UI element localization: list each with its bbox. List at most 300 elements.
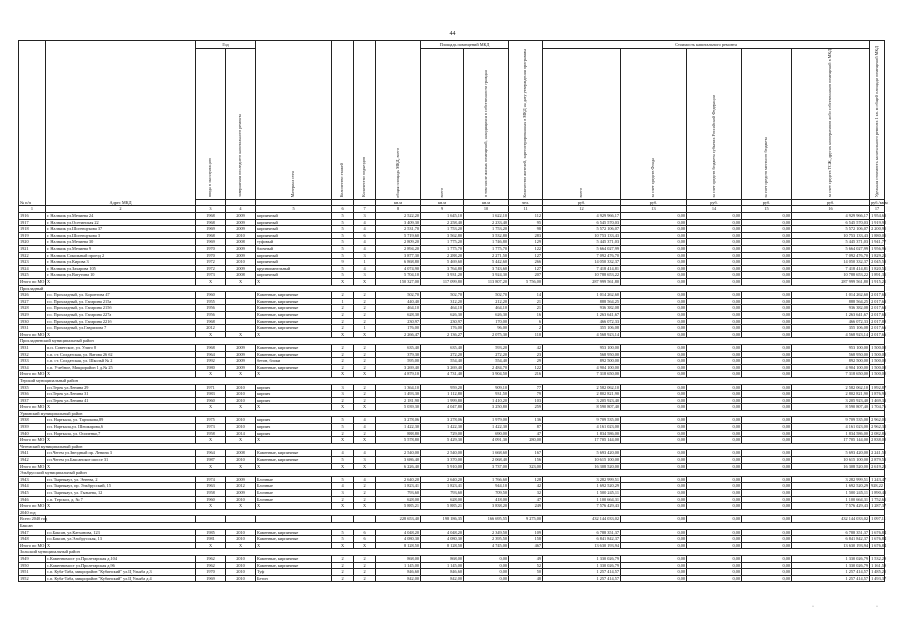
table-cell: 0,00 [687, 239, 742, 246]
header-cost-local: за счет средств местного бюджета [742, 49, 792, 200]
table-cell: 0,00 [742, 311, 792, 318]
table-cell: 2 [354, 562, 376, 569]
table-cell: X [196, 371, 226, 378]
table-cell: 2 [354, 569, 376, 576]
table-cell: 5 719,60 [376, 232, 421, 239]
table-cell: 1968 [196, 318, 226, 325]
section-row [19, 443, 885, 450]
table-cell: 5 [332, 272, 354, 279]
table-cell: 0,00 [742, 272, 792, 279]
table-cell: 2009 [226, 476, 256, 483]
table-cell: 2 [332, 292, 354, 299]
table-cell: 4 731,40 [421, 371, 464, 378]
table-cell: 5 693 420,00 [792, 450, 870, 457]
table-cell: Блочные [256, 496, 332, 503]
table-cell: крупнопанельный [256, 265, 332, 272]
table-cell: с.п. Куба-Таба, микрорайон "Кубинский" ул.Ц Ульяба д.4 [46, 575, 196, 582]
table-cell: X [196, 503, 226, 510]
table-cell: 1983 [196, 391, 226, 398]
table-cell: 176,00 [421, 325, 464, 332]
table-cell: 3 282 999,51 [792, 476, 870, 483]
table-cell: 6 545 570,03 [792, 219, 870, 226]
table-cell: г. Нальчик Сокольный проезд 2 [46, 252, 196, 259]
table-cell: 0,00 [742, 232, 792, 239]
table-cell: 0,00 [742, 384, 792, 391]
table-cell: 0,00 [742, 503, 792, 510]
table-cell: 0,00 [742, 424, 792, 431]
table-row [19, 483, 885, 490]
table-cell: 7 576 429,43 [792, 503, 870, 510]
table-cell: 0,00 [687, 503, 742, 510]
table-cell: 3 562,80 [421, 232, 464, 239]
table-cell: X [332, 542, 354, 549]
table-cell: 1946 [19, 496, 46, 503]
table-cell: с.Каменномост ул.Пролетарская д.104 [46, 555, 196, 562]
table-cell: 3 904,50 [464, 371, 509, 378]
table-cell: г.о. Прохладный, ул. Гагарина 215б [46, 305, 196, 312]
table-cell: X [256, 437, 332, 444]
table-cell: 0,00 [742, 252, 792, 259]
table-cell: 1944 [19, 483, 46, 490]
table-cell: 1 876,93 [871, 391, 887, 397]
table-cell: 128 [509, 476, 543, 483]
unit-area-private: кв.м [464, 199, 509, 206]
table-cell: 1938 [19, 417, 46, 424]
table-cell: 0,00 [621, 555, 687, 562]
table-cell: 928,22 [871, 483, 883, 489]
table-cell: 2 075,30 [464, 331, 509, 338]
table-cell: 1 100 664,31 [543, 496, 621, 503]
table-cell: 2 [354, 555, 376, 562]
table-cell: 129 [509, 239, 543, 246]
table-cell: 2 [354, 364, 376, 371]
header-area-group: Площадь помещений МКД [421, 41, 509, 49]
table-cell: кирпич [256, 384, 332, 391]
table-cell: 1969 [196, 226, 226, 233]
table-cell: 1 829,21 [871, 252, 887, 258]
table-cell: 1975 [196, 417, 226, 424]
table-cell: Каменные, кирпичные [256, 325, 332, 332]
table-cell: 2010 [226, 457, 256, 464]
table-cell: 9 275,00 [509, 516, 543, 523]
table-cell: 17 705 144,00 [792, 437, 870, 444]
table-cell: 502,70 [376, 292, 421, 299]
table-cell: 2012 [226, 483, 256, 490]
table-cell: 2 017,63 [871, 311, 887, 317]
table-cell: г.п. Тырныауз, ул. Гызыева, 12 [46, 490, 196, 497]
table-row [19, 397, 885, 404]
table-cell: 1923 [19, 259, 46, 266]
header-cost-group: Стоимость капитального ремонта [543, 41, 870, 49]
table-cell: 1917 [19, 219, 46, 226]
table-cell: 0,00 [621, 562, 687, 569]
table-cell: 0,00 [742, 239, 792, 246]
table-cell: 23 [509, 351, 543, 358]
table-cell: 3 931,20 [421, 272, 464, 279]
header-unit-cost: Удельная стоимость капитального ремонта 1 кв. м общей площади помещений МКД [870, 41, 885, 200]
table-cell: 1 500,00 [871, 351, 887, 357]
table-row [19, 430, 885, 437]
table-cell: 2010 [226, 555, 256, 562]
unit-empty [226, 199, 256, 206]
table-cell: 0,00 [621, 318, 687, 325]
table-cell: 2 962,01 [871, 417, 887, 423]
total-row [19, 542, 885, 549]
unit-cost-total: руб. [543, 199, 621, 206]
table-cell: 2 017,66 [871, 325, 887, 331]
table-cell: 2 082,86 [871, 430, 887, 436]
table-cell: г.п.Терек ул.Ленина 41 [46, 397, 196, 404]
section-title: Терский муниципальный район [19, 377, 885, 384]
table-cell: кирпичный [256, 272, 332, 279]
table-cell: 10 615 100,00 [792, 457, 870, 464]
section-row [19, 522, 885, 529]
table-cell: 0,00 [621, 279, 687, 286]
table-cell: 888 564,25 [792, 298, 870, 305]
total-row [19, 331, 885, 338]
table-cell: 3 737,00 [464, 463, 509, 470]
table-cell: Каменные, кирпичные [256, 311, 332, 318]
column-number: 14 [687, 206, 742, 213]
table-cell: 136 [509, 417, 543, 424]
table-cell: 1958 [196, 490, 226, 497]
table-cell: г.п. Тырныауз, пр. Эльбрусский, 15 [46, 483, 196, 490]
table-cell: 4 074,90 [376, 265, 421, 272]
table-cell: 593,20 [464, 344, 509, 351]
table-cell: 158 [509, 536, 543, 543]
table-cell: 2009 [226, 364, 256, 371]
table-cell: 10 788 653,22 [543, 272, 621, 279]
table-cell: 2 017,89 [871, 318, 887, 324]
table-cell: с.п. ст. Солдатская, ул. Школьй № 2 [46, 358, 196, 365]
table-cell: 16 [509, 311, 543, 318]
total-row [19, 371, 885, 378]
table-cell: 440,40 [376, 298, 421, 305]
table-cell: 0,00 [687, 292, 742, 299]
table-cell: 3 [354, 457, 376, 464]
table-cell: 0,00 [687, 417, 742, 424]
table-cell: 0,00 [687, 219, 742, 226]
table-cell: 0,00 [742, 358, 792, 365]
table-cell: X [332, 463, 354, 470]
table-cell: 0,00 [464, 562, 509, 569]
table-cell: X [354, 371, 376, 378]
table-cell: 4 904 100,00 [792, 364, 870, 371]
table-cell: 0,00 [742, 226, 792, 233]
table-cell [46, 516, 196, 523]
table-cell: 2 522,20 [376, 213, 421, 220]
table-cell: 6 [354, 232, 376, 239]
table-cell: 47 [509, 496, 543, 503]
table-cell: 1932 [19, 351, 46, 358]
table-cell: 5 [332, 476, 354, 483]
table-cell: 272,20 [421, 351, 464, 358]
table-cell: 6 [354, 529, 376, 536]
table-cell: 198 186,35 [421, 516, 464, 523]
table-cell: 10 753 133,43 [543, 232, 621, 239]
table-cell: 1970 [196, 569, 226, 576]
table-cell: 0,00 [742, 213, 792, 220]
table-cell: 1 823,41 [376, 483, 421, 490]
table-cell: X [226, 404, 256, 411]
table-cell: 0,00 [742, 351, 792, 358]
table-cell: 1952 [19, 575, 46, 582]
table-cell: г. Нальчик ул.Мечиева 9 [46, 246, 196, 253]
table-cell: 2 068,40 [464, 457, 509, 464]
table-cell: 0,00 [621, 503, 687, 510]
table-cell: 14 050 332,37 [792, 259, 870, 266]
table-cell: 1 775,20 [421, 239, 464, 246]
table-cell: X [256, 542, 332, 549]
table-cell: 1 956,96 [871, 246, 887, 252]
table-cell: 0,00 [621, 529, 687, 536]
table-cell: 0,00 [742, 265, 792, 272]
table-cell: 1973 [196, 424, 226, 431]
table-cell: 1 941,77 [871, 239, 887, 245]
table-row [19, 219, 885, 226]
table-cell: 1 330 026,79 [543, 555, 621, 562]
table-cell: X [256, 404, 332, 411]
table-cell: 1949 [19, 555, 46, 562]
table-cell: 0,00 [742, 292, 792, 299]
table-cell: 5 [332, 417, 354, 424]
table-cell: X [256, 503, 332, 510]
table-cell: 4 [354, 476, 376, 483]
table-cell: X [226, 279, 256, 286]
table-cell: Каменные, кирпичные [256, 305, 332, 312]
table-row [19, 232, 885, 239]
table-cell: 379,30 [376, 351, 421, 358]
table-cell: 0,00 [742, 457, 792, 464]
table-cell: 5 [332, 226, 354, 233]
table-cell: 3 269,40 [421, 364, 464, 371]
table-cell: 6 841 842,37 [543, 536, 621, 543]
header-area-private: в том числе жилых помещений, находящихся в собственности граждан [464, 49, 509, 200]
table-cell: 5 885,21 [376, 503, 421, 510]
table-row [19, 351, 885, 358]
table-cell: 1924 [19, 265, 46, 272]
table-cell: 0,00 [621, 476, 687, 483]
table-cell: Каменные, кирпичные [256, 344, 332, 351]
table-cell: 1 500,00 [871, 358, 887, 364]
table-cell: 2009 [226, 265, 256, 272]
table-cell: X [196, 279, 226, 286]
unit-cost-federal: руб. [687, 199, 742, 206]
table-cell: X [196, 463, 226, 470]
table-cell: 2 [354, 490, 376, 497]
table-cell: Итого по МО [20, 371, 45, 377]
header-year-group: Год [196, 41, 256, 49]
section-row [19, 470, 885, 477]
table-cell: 1 257 414,57 [792, 569, 870, 576]
column-number: 7 [354, 206, 376, 213]
table-cell: 2 [332, 397, 354, 404]
table-cell [226, 325, 256, 332]
table-cell: 1 692 520,29 [543, 483, 621, 490]
table-cell: 0,00 [742, 555, 792, 562]
table-cell: г.п.Терек ул.Ленина 31 [46, 391, 196, 398]
table-cell: 5 572 106,07 [792, 226, 870, 233]
table-cell: 4 879,10 [376, 371, 421, 378]
table-cell: 1 287,37 [871, 503, 887, 509]
table-cell: 0,00 [687, 331, 742, 338]
table-cell: 9 709 535,00 [792, 417, 870, 424]
table-cell: 266 [509, 259, 543, 266]
table-cell: 50 [509, 569, 543, 576]
table-cell: 1962 [196, 562, 226, 569]
table-cell: 628,30 [376, 311, 421, 318]
table-cell: 2 349,50 [464, 529, 509, 536]
table-cell: туфовый [256, 239, 332, 246]
table-cell: 5 [332, 529, 354, 536]
table-cell: 1 752,65 [871, 496, 887, 502]
table-cell: 3 924,30 [464, 272, 509, 279]
table-cell: 2008 [226, 239, 256, 246]
table-cell: г.п. Нарткала, ул. Тарчокова,89 [46, 417, 196, 424]
table-cell: Бетон [256, 575, 332, 582]
table-cell: 5 [332, 239, 354, 246]
table-cell: 2012 [196, 325, 226, 332]
table-cell: Каменные, кирпичные [256, 457, 332, 464]
table-cell: 2 395,50 [464, 536, 509, 543]
header-total-area: общая площадь МКД, всего [376, 41, 421, 200]
table-cell: 0,00 [687, 490, 742, 497]
table-cell: 0,00 [687, 384, 742, 391]
table-cell: 1960 [196, 397, 226, 404]
table-cell [226, 305, 256, 312]
header-area-total: всего [421, 49, 464, 200]
table-cell: 312,20 [421, 298, 464, 305]
table-cell: 2010 [226, 569, 256, 576]
table-cell: 4 048,20 [421, 529, 464, 536]
table-cell: 1937 [19, 397, 46, 404]
table-cell: блочный [256, 246, 332, 253]
table-cell: 2 233,40 [464, 219, 509, 226]
table-cell: 2 [354, 311, 376, 318]
table-cell: 2 266,47 [376, 331, 421, 338]
table-cell: 4 [354, 450, 376, 457]
table-cell: 0,00 [742, 569, 792, 576]
table-cell: 0,00 [687, 450, 742, 457]
table-cell: 355 106,08 [792, 325, 870, 332]
table-cell: 628,00 [376, 496, 421, 503]
table-cell: 2 258,40 [421, 219, 464, 226]
table-cell: г. Нальчик ул.Шогенцукова 3 [46, 232, 196, 239]
table-cell: 5 572 106,07 [543, 226, 621, 233]
table-cell: 5 [332, 265, 354, 272]
page-number: 44 [449, 31, 456, 37]
table-cell: 4 080,30 [376, 536, 421, 543]
table-cell: 0,00 [621, 344, 687, 351]
table-cell: 5 469,60 [421, 259, 464, 266]
header-entrances: Количество подъездов [354, 41, 376, 200]
table-cell: X [354, 331, 376, 338]
table-row [19, 226, 885, 233]
table-cell: 1956 [196, 305, 226, 312]
table-cell: 0,00 [621, 232, 687, 239]
table-cell: 0,00 [742, 496, 792, 503]
table-cell: 432 144 033,02 [792, 516, 870, 523]
table-cell: X [354, 279, 376, 286]
table-cell: 1 257 414,57 [543, 569, 621, 576]
table-cell: 4 091,30 [464, 437, 509, 444]
table-cell: 2010 [226, 424, 256, 431]
table-cell: 953 100,00 [543, 344, 621, 351]
table-cell: 2 [354, 384, 376, 391]
table-cell: 4 745,00 [464, 542, 509, 549]
table-cell: 2014 [226, 430, 256, 437]
column-number: 9 [421, 206, 464, 213]
table-cell: 1 622,10 [464, 213, 509, 220]
table-cell: 0,00 [621, 226, 687, 233]
section-title: Прохладненский муниципальный район [19, 338, 885, 345]
table-cell: 2 [354, 575, 376, 582]
table-cell: 0,00 [687, 298, 742, 305]
table-cell [354, 516, 376, 523]
table-cell: 3 [332, 391, 354, 398]
table-cell: 2 [332, 305, 354, 312]
table-cell: 5 429,30 [421, 437, 464, 444]
table-cell: 2 136,27 [421, 331, 464, 338]
table-cell: 3 282 999,51 [543, 476, 621, 483]
table-cell: Каменные, кирпичные [256, 292, 332, 299]
scan-mark: · [876, 604, 878, 610]
table-cell: 2 582 062,10 [792, 384, 870, 391]
table-cell: 6 226,40 [376, 463, 421, 470]
table-cell: 103 [509, 397, 543, 404]
table-cell: 3 278,06 [421, 417, 464, 424]
table-cell: 1980 [196, 364, 226, 371]
table-cell: X [46, 404, 196, 411]
table-cell: 1 532,29 [871, 555, 887, 561]
table-cell: 4 929 966,17 [543, 213, 621, 220]
table-row [19, 252, 885, 259]
table-cell: 1972 [196, 259, 226, 266]
table-cell: 5 039,30 [376, 404, 421, 411]
table-cell: с.п. Куба-Таба, микрорайон "Кубинский" ул.Ц Ульяба д.3 [46, 569, 196, 576]
table-cell: г. Нальчик ул.Мечиева 24 [46, 213, 196, 220]
table-cell: 2 640,20 [421, 476, 464, 483]
table-cell: 1 [354, 259, 376, 266]
table-cell: 5 704,10 [376, 272, 421, 279]
table-cell: 0,00 [687, 397, 742, 404]
table-cell: 2 [332, 430, 354, 437]
table-cell: 21 [509, 305, 543, 312]
table-cell: 0,00 [621, 457, 687, 464]
table-cell: 0,00 [687, 226, 742, 233]
table-cell: 2 879,53 [871, 457, 887, 463]
table-cell: г.о.Баксан, ул.Катханова, 123 [46, 529, 196, 536]
table-cell: 9 709 535,00 [543, 417, 621, 424]
table-cell: 1 979,00 [464, 417, 509, 424]
table-cell: 10 788 653,22 [792, 272, 870, 279]
table-cell: 5 442,60 [464, 259, 509, 266]
table-cell: 0,00 [621, 292, 687, 299]
table-cell: п.п. Советское, ул. Улиго 8 [46, 344, 196, 351]
table-cell: 2 [332, 575, 354, 582]
table-cell: 1 892,87 [871, 384, 887, 390]
table-cell: 0,00 [621, 305, 687, 312]
table-cell: 6 788 351,37 [543, 529, 621, 536]
table-cell: 9 [332, 259, 354, 266]
table-cell: 0,00 [687, 351, 742, 358]
table-cell: 554,40 [464, 358, 509, 365]
table-cell: 2010 [226, 397, 256, 404]
table-cell: 4 161 023,00 [543, 424, 621, 431]
table-cell: 464,10 [421, 305, 464, 312]
table-cell: 0,00 [621, 536, 687, 543]
table-cell: 2009 [226, 358, 256, 365]
